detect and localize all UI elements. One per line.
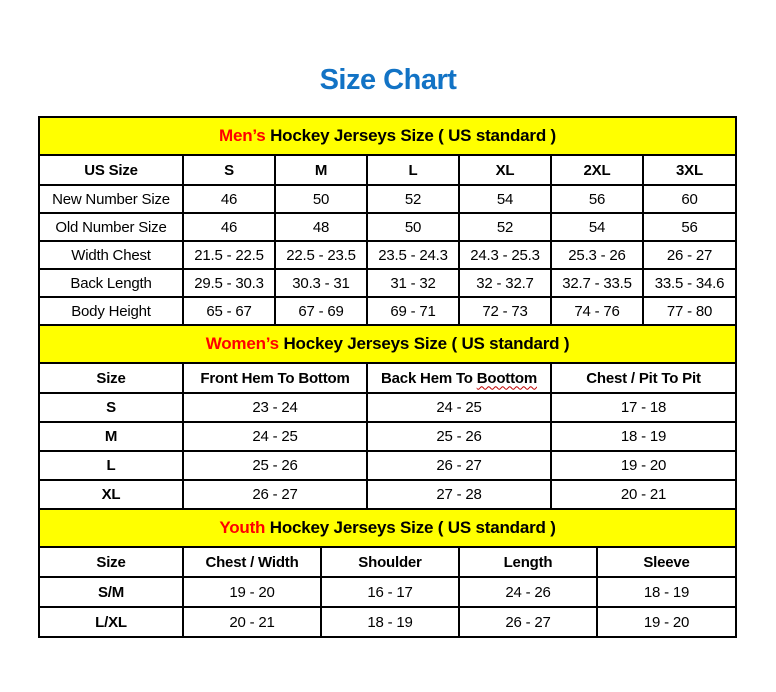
youth-header-row: [39, 547, 736, 577]
column-header: M: [275, 155, 367, 185]
size-value-cell: 26 - 27: [183, 480, 367, 509]
column-header: Size: [39, 547, 183, 577]
table-row: [39, 422, 736, 451]
size-value-cell: 20 - 21: [183, 607, 321, 637]
youth-section-title-rest: Hockey Jerseys Size ( US standard ): [265, 518, 556, 537]
misspelled-word: Boottom: [476, 369, 537, 387]
womens-section-band: [39, 325, 736, 363]
size-value-cell: 54: [459, 185, 551, 213]
size-value-cell: 67 - 69: [275, 297, 367, 325]
column-header: 3XL: [643, 155, 736, 185]
table-row: [39, 269, 736, 297]
row-label: M: [39, 422, 183, 451]
row-label: New Number Size: [39, 185, 183, 213]
row-label: S: [39, 393, 183, 422]
column-header: Size: [39, 363, 183, 393]
youth-section-title-highlight: Youth: [219, 518, 266, 537]
column-header: S: [183, 155, 275, 185]
size-value-cell: 54: [551, 213, 643, 241]
size-value-cell: 33.5 - 34.6: [643, 269, 736, 297]
column-header: [367, 363, 551, 393]
size-value-cell: 29.5 - 30.3: [183, 269, 275, 297]
size-value-cell: 19 - 20: [597, 607, 736, 637]
mens-size-table: [38, 116, 737, 326]
column-header: Shoulder: [321, 547, 459, 577]
table-row: [39, 607, 736, 637]
row-label: L/XL: [39, 607, 183, 637]
mens-section-band: [39, 117, 736, 155]
size-value-cell: 26 - 27: [459, 607, 597, 637]
size-value-cell: 56: [551, 185, 643, 213]
mens-header-row: [39, 155, 736, 185]
size-value-cell: 27 - 28: [367, 480, 551, 509]
row-label: Width Chest: [39, 241, 183, 269]
mens-section-title-rest: Hockey Jerseys Size ( US standard ): [265, 126, 556, 145]
size-value-cell: 26 - 27: [643, 241, 736, 269]
mens-section-title: [39, 117, 736, 155]
column-header-text: Back Hem To: [381, 369, 477, 387]
size-value-cell: 52: [367, 185, 459, 213]
size-value-cell: 22.5 - 23.5: [275, 241, 367, 269]
column-header: Length: [459, 547, 597, 577]
size-value-cell: 24 - 25: [367, 393, 551, 422]
column-header: US Size: [39, 155, 183, 185]
size-value-cell: 17 - 18: [551, 393, 736, 422]
size-value-cell: 46: [183, 185, 275, 213]
size-value-cell: 18 - 19: [551, 422, 736, 451]
size-value-cell: 31 - 32: [367, 269, 459, 297]
row-label: Old Number Size: [39, 213, 183, 241]
table-row: [39, 577, 736, 607]
row-label: L: [39, 451, 183, 480]
size-value-cell: 21.5 - 22.5: [183, 241, 275, 269]
womens-header-row: [39, 363, 736, 393]
column-header: Sleeve: [597, 547, 736, 577]
column-header: Chest / Width: [183, 547, 321, 577]
size-value-cell: 26 - 27: [367, 451, 551, 480]
womens-section-title-highlight: Women’s: [205, 334, 279, 353]
size-value-cell: 46: [183, 213, 275, 241]
womens-section-title-rest: Hockey Jerseys Size ( US standard ): [278, 334, 570, 353]
size-value-cell: 56: [643, 213, 736, 241]
size-value-cell: 24 - 25: [183, 422, 367, 451]
row-label: Back Length: [39, 269, 183, 297]
size-value-cell: 32 - 32.7: [459, 269, 551, 297]
youth-section-band: [39, 509, 736, 547]
size-value-cell: 69 - 71: [367, 297, 459, 325]
size-value-cell: 32.7 - 33.5: [551, 269, 643, 297]
size-value-cell: 18 - 19: [597, 577, 736, 607]
womens-section-title: [39, 325, 736, 363]
size-value-cell: 30.3 - 31: [275, 269, 367, 297]
column-header: XL: [459, 155, 551, 185]
table-row: [39, 393, 736, 422]
row-label: XL: [39, 480, 183, 509]
row-label: S/M: [39, 577, 183, 607]
size-value-cell: 50: [275, 185, 367, 213]
size-value-cell: 19 - 20: [551, 451, 736, 480]
size-value-cell: 16 - 17: [321, 577, 459, 607]
size-value-cell: 25 - 26: [367, 422, 551, 451]
table-row: [39, 185, 736, 213]
size-value-cell: 52: [459, 213, 551, 241]
size-value-cell: 19 - 20: [183, 577, 321, 607]
column-header: 2XL: [551, 155, 643, 185]
size-value-cell: 20 - 21: [551, 480, 736, 509]
size-value-cell: 60: [643, 185, 736, 213]
size-value-cell: 23 - 24: [183, 393, 367, 422]
size-value-cell: 24.3 - 25.3: [459, 241, 551, 269]
table-row: [39, 451, 736, 480]
column-header: Front Hem To Bottom: [183, 363, 367, 393]
mens-section-title-highlight: Men’s: [219, 126, 266, 145]
column-header: L: [367, 155, 459, 185]
table-row: [39, 480, 736, 509]
size-value-cell: 18 - 19: [321, 607, 459, 637]
youth-size-table: [38, 508, 737, 638]
size-value-cell: 23.5 - 24.3: [367, 241, 459, 269]
size-value-cell: 72 - 73: [459, 297, 551, 325]
size-value-cell: 25.3 - 26: [551, 241, 643, 269]
youth-section-title: [39, 509, 736, 547]
table-row: [39, 213, 736, 241]
table-row: [39, 241, 736, 269]
size-value-cell: 50: [367, 213, 459, 241]
row-label: Body Height: [39, 297, 183, 325]
size-value-cell: 74 - 76: [551, 297, 643, 325]
column-header: Chest / Pit To Pit: [551, 363, 736, 393]
size-value-cell: 77 - 80: [643, 297, 736, 325]
size-value-cell: 65 - 67: [183, 297, 275, 325]
table-row: [39, 297, 736, 325]
size-value-cell: 48: [275, 213, 367, 241]
size-value-cell: 24 - 26: [459, 577, 597, 607]
womens-size-table: [38, 324, 737, 510]
size-value-cell: 25 - 26: [183, 451, 367, 480]
page-title: Size Chart: [319, 64, 457, 96]
